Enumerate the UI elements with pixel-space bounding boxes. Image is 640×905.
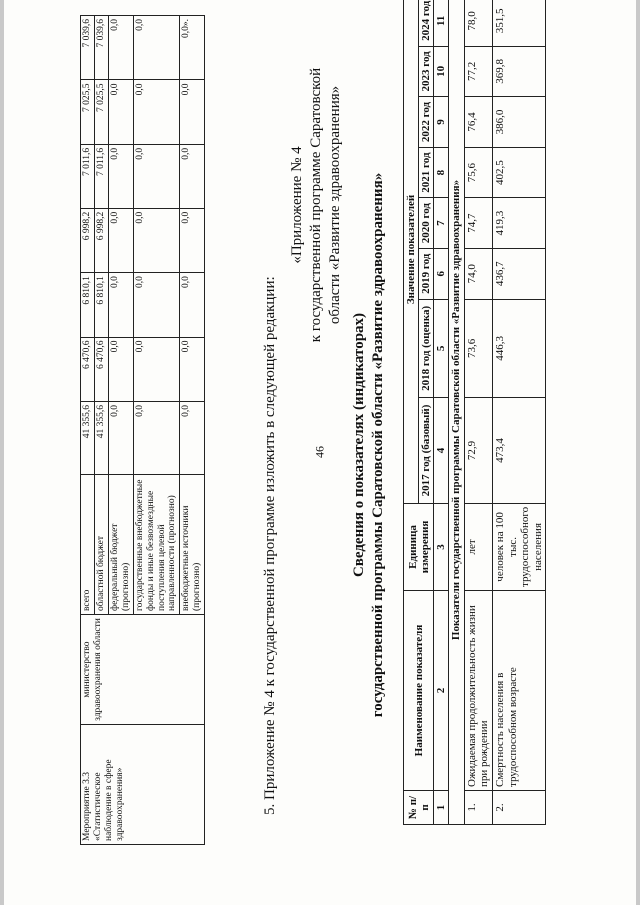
header-year: 2020 год [419,198,434,249]
section-title: Показатели государственной программы Саратовской области «Развитие здравоохранения» [449,0,465,825]
value-cell: 0,0 [133,208,180,272]
table-row [464,0,492,825]
column-number: 10 [434,46,449,97]
header-year: 2017 год (базовый) [419,398,434,504]
value-cell: 386,0 [492,97,546,148]
value-cell: 0,0 [108,401,133,474]
value-cell: 74,7 [464,198,492,249]
executor-cell: министерство здравоохранения области [81,615,205,725]
value-cell: 6 470,6 [81,337,95,401]
value-cell: 419,3 [492,198,546,249]
column-number: 3 [434,503,449,590]
value-cell: 0,0». [180,16,205,80]
value-cell: 7 011,6 [94,144,108,208]
header-values: Значение показателей [404,0,419,503]
value-cell: 0,0 [180,208,205,272]
section-row [449,0,465,825]
value-cell: 0,0 [108,80,133,144]
appendix-line: области «Развитие здравоохранения» [326,85,343,325]
indicator-name: Смертность населения в трудоспособном возрасте [492,591,546,791]
document-heading [350,65,388,825]
indicator-name: Ожидаемая продолжительность жизни при рождении [464,591,492,791]
amendment-paragraph: 5. Приложение № 4 к государственной программе изложить в следующей редакции: [262,276,278,815]
page-number: 46 [312,446,327,458]
value-cell: 75,6 [464,147,492,198]
table-header-row [404,0,419,825]
value-cell: 0,0 [180,337,205,401]
row-label: всего [81,475,95,615]
heading-line: государственной программы Саратовской области «Развитие здравоохранения» [369,172,386,718]
row-number: 1. [464,791,492,825]
value-cell: 0,0 [180,273,205,337]
header-name: Наименование показателя [404,591,434,791]
header-year: 2023 год [419,46,434,97]
value-cell: 0,0 [180,80,205,144]
value-cell: 7 039,6 [94,16,108,80]
value-cell: 6 470,6 [94,337,108,401]
value-cell: 369,8 [492,46,546,97]
column-number-row [434,0,449,825]
table-row [81,16,95,845]
value-cell: 0,0 [108,273,133,337]
value-cell: 473,4 [492,398,546,504]
column-number: 5 [434,299,449,398]
value-cell: 0,0 [133,273,180,337]
header-year: 2022 год [419,97,434,148]
value-cell: 0,0 [108,208,133,272]
value-cell: 6 998,2 [94,208,108,272]
value-cell: 72,9 [464,398,492,504]
column-number: 11 [434,0,449,46]
header-year: 2024 год [419,0,434,46]
value-cell: 436,7 [492,248,546,299]
value-cell: 74,0 [464,248,492,299]
column-number: 8 [434,147,449,198]
value-cell: 0,0 [133,80,180,144]
value-cell: 76,4 [464,97,492,148]
value-cell: 0,0 [133,144,180,208]
value-cell: 0,0 [133,337,180,401]
column-number: 1 [434,791,449,825]
appendix-header [288,25,344,385]
value-cell: 0,0 [108,337,133,401]
appendix-line: к государственной программе Саратовской [307,67,324,343]
header-year: 2018 год (оценка) [419,299,434,398]
value-cell: 0,0 [180,401,205,474]
value-cell: 41 355,6 [81,401,95,474]
value-cell: 446,3 [492,299,546,398]
indicator-unit: человек на 100 тыс. трудоспособного населения [492,503,546,590]
value-cell: 351,5 [492,0,546,46]
row-number: 2. [492,791,546,825]
value-cell: 0,0 [180,144,205,208]
value-cell: 6 810,1 [81,273,95,337]
value-cell: 73,6 [464,299,492,398]
value-cell: 0,0 [108,16,133,80]
row-label: федеральный бюджет (прогнозно) [108,475,133,615]
header-number: № п/п [404,791,434,825]
indicator-unit: лет [464,503,492,590]
value-cell: 7 039,6 [81,16,95,80]
value-cell: 7 011,6 [81,144,95,208]
value-cell: 78,0 [464,0,492,46]
heading-line: Сведения о показателях (индикаторах) [351,312,367,578]
value-cell: 41 355,6 [94,401,108,474]
measure-cell: Мероприятие 3.3 «Статистическое наблюдение в сфере здравоохранения» [81,725,205,845]
funding-table [80,15,205,845]
value-cell: 0,0 [108,144,133,208]
table-row [492,0,546,825]
column-number: 6 [434,248,449,299]
column-number: 9 [434,97,449,148]
appendix-line: «Приложение № 4 [289,146,305,264]
value-cell: 6 810,1 [94,273,108,337]
value-cell: 77,2 [464,46,492,97]
value-cell: 0,0 [133,401,180,474]
header-unit: Единица измерения [404,503,434,590]
value-cell: 402,5 [492,147,546,198]
column-number: 7 [434,198,449,249]
column-number: 2 [434,591,449,791]
indicators-table [403,0,546,825]
value-cell: 7 025,5 [81,80,95,144]
row-label: внебюджетные источники (прогнозно) [180,475,205,615]
header-year: 2021 год [419,147,434,198]
value-cell: 7 025,5 [94,80,108,144]
value-cell: 0,0 [133,16,180,80]
column-number: 4 [434,398,449,504]
header-year: 2019 год [419,248,434,299]
value-cell: 6 998,2 [81,208,95,272]
row-label: областной бюджет [94,475,108,615]
row-label: государственные внебюджетные фонды и иные безвозмездные поступления целевой направленности (прогнозно) [133,475,180,615]
